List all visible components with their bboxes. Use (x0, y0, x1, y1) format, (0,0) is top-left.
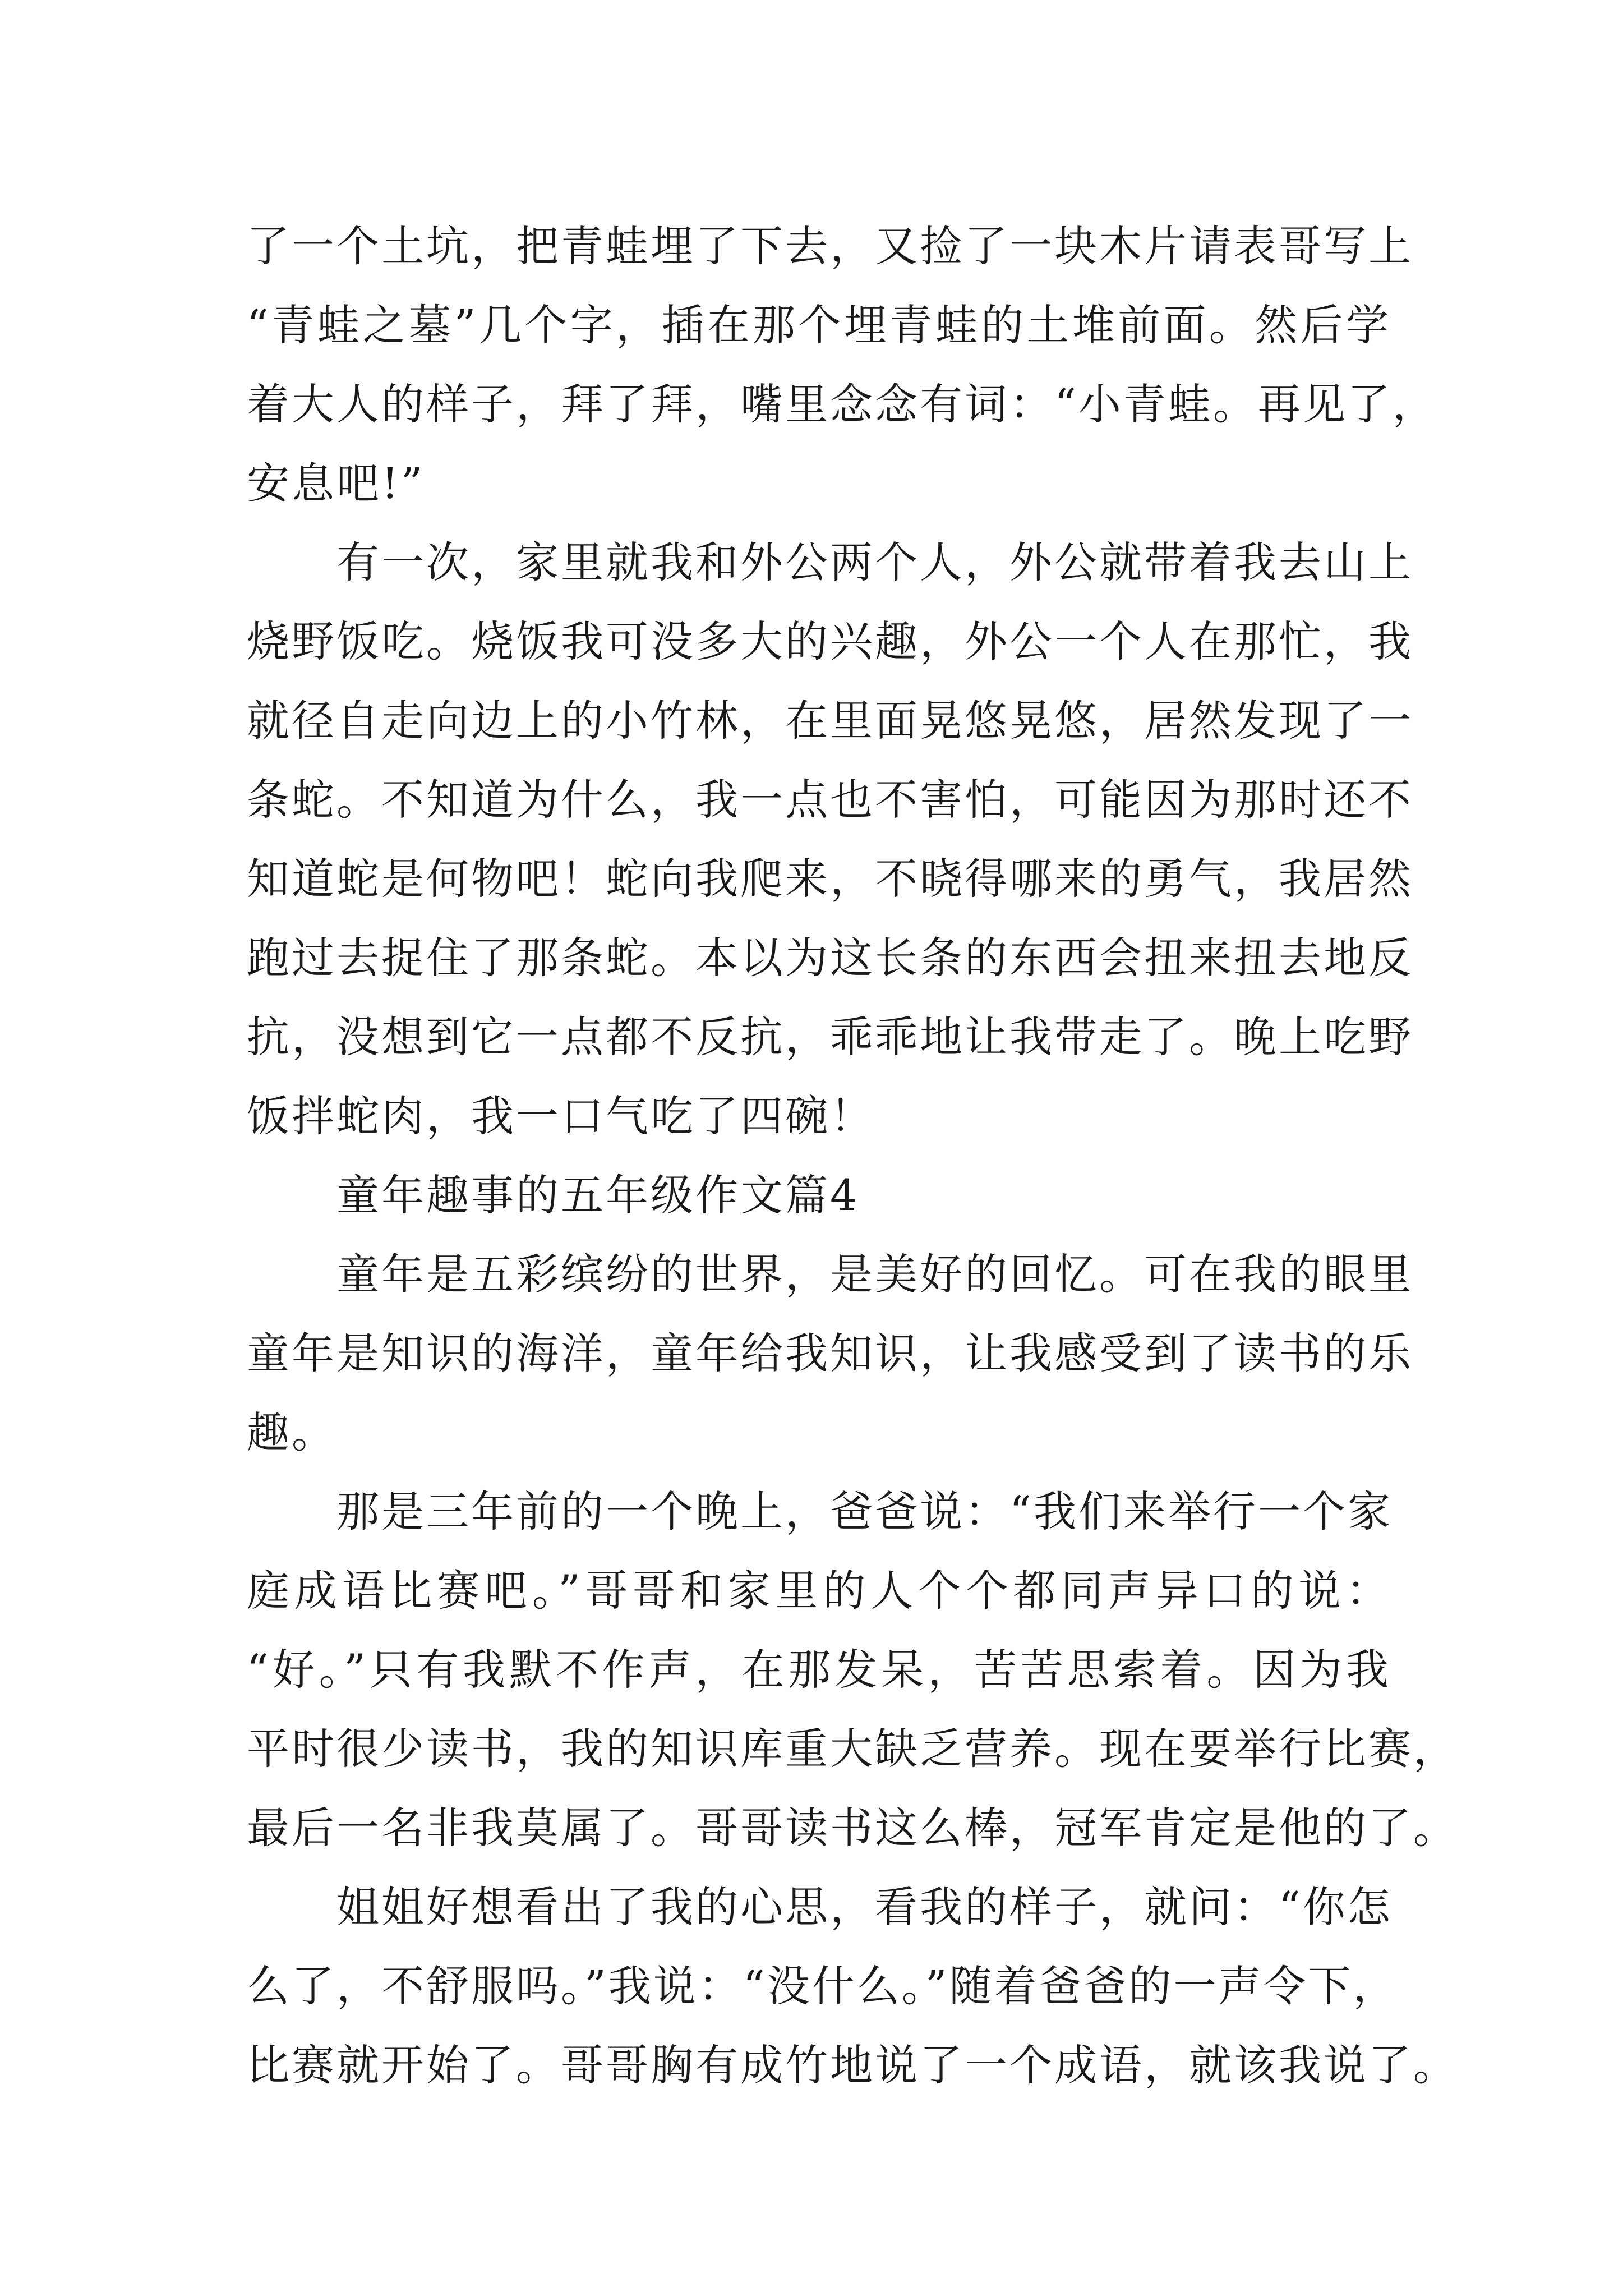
text-line: “好。”只有我默不作声，在那发呆，苦苦思索着。因为我 (247, 1645, 1391, 1695)
text-line: 平时很少读书，我的知识库重大缺乏营养。现在要举行比赛， (247, 1724, 1458, 1774)
text-line: 趣。 (247, 1407, 336, 1457)
text-line: “青蛙之墓”几个字，插在那个埋青蛙的土堆前面。然后学 (247, 300, 1391, 350)
text-line: 童年是五彩缤纷的世界，是美好的回忆。可在我的眼里 (336, 1249, 1413, 1299)
text-line: 童年是知识的海洋，童年给我知识，让我感受到了读书的乐 (247, 1328, 1413, 1378)
text-line: 条蛇。不知道为什么，我一点也不害怕，可能因为那时还不 (247, 775, 1413, 825)
text-line: 着大人的样子，拜了拜，嘴里念念有词：“小青蛙。再见了， (247, 379, 1437, 429)
text-line: 姐姐好想看出了我的心思，看我的样子，就问：“你怎 (336, 1882, 1393, 1932)
section-heading: 童年趣事的五年级作文篇4 (336, 1170, 860, 1220)
text-line: 跑过去捉住了那条蛇。本以为这长条的东西会扭来扭去地反 (247, 933, 1413, 983)
text-line: 那是三年前的一个晚上，爸爸说：“我们来举行一个家 (336, 1487, 1393, 1536)
text-line: 庭成语比赛吧。”哥哥和家里的人个个都同声异口的说： (247, 1566, 1391, 1616)
text-line: 有一次，家里就我和外公两个人，外公就带着我去山上 (336, 537, 1413, 587)
text-line: 饭拌蛇肉，我一口气吃了四碗！ (247, 1091, 875, 1141)
text-line: 安息吧!” (247, 458, 425, 508)
text-line: 么了，不舒服吗。”我说：“没什么。”随着爸爸的一声令下， (247, 1961, 1398, 2011)
text-line: 烧野饭吃。烧饭我可没多大的兴趣，外公一个人在那忙，我 (247, 616, 1413, 666)
text-line: 比赛就开始了。哥哥胸有成竹地说了一个成语，就该我说了。 (247, 2040, 1458, 2090)
text-line: 最后一名非我莫属了。哥哥读书这么棒，冠军肯定是他的了。 (247, 1803, 1458, 1853)
text-line: 抗，没想到它一点都不反抗，乖乖地让我带走了。晚上吃野 (247, 1012, 1413, 1062)
text-line: 就径自走向边上的小竹林，在里面晃悠晃悠，居然发现了一 (247, 696, 1413, 746)
text-line: 知道蛇是何物吧！蛇向我爬来，不晓得哪来的勇气，我居然 (247, 854, 1413, 904)
document-body (247, 206, 1458, 2105)
text-line: 了一个土坑，把青蛙埋了下去，又捡了一块木片请表哥写上 (247, 221, 1413, 271)
